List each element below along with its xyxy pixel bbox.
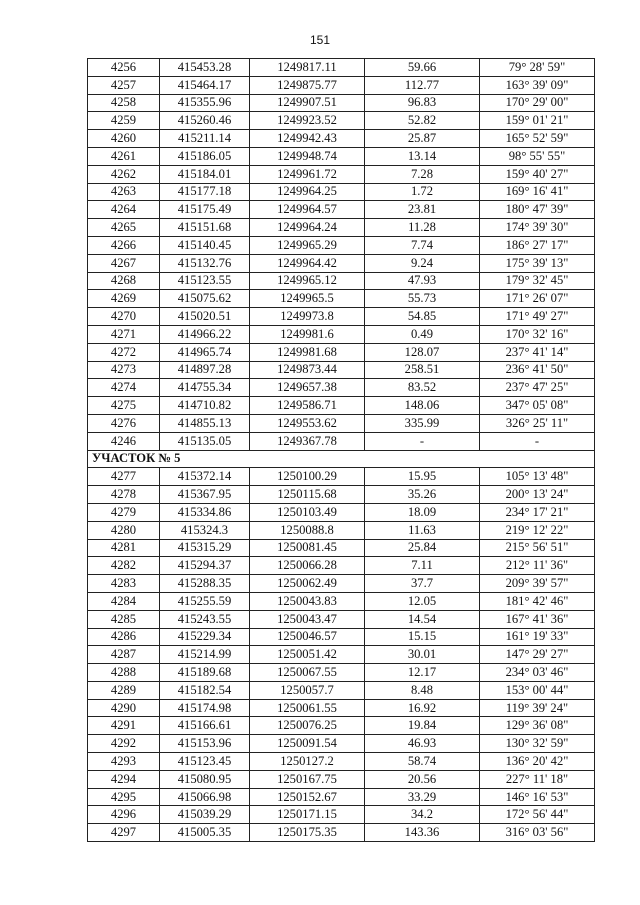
length-cell: -: [365, 432, 480, 450]
x-coordinate-cell: 415211.14: [160, 130, 250, 148]
bearing-cell: 227° 11' 18": [480, 770, 595, 788]
length-cell: 25.87: [365, 130, 480, 148]
table-row: [88, 219, 595, 237]
length-cell: 23.81: [365, 201, 480, 219]
bearing-cell: 153° 00' 44": [480, 681, 595, 699]
point-number-cell: 4280: [88, 521, 160, 539]
point-number-cell: 4270: [88, 308, 160, 326]
length-cell: 37.7: [365, 575, 480, 593]
length-cell: 8.48: [365, 681, 480, 699]
x-coordinate-cell: 415123.45: [160, 753, 250, 771]
length-cell: 16.92: [365, 699, 480, 717]
length-cell: 11.63: [365, 521, 480, 539]
length-cell: 52.82: [365, 112, 480, 130]
table-row: [88, 503, 595, 521]
table-body-part-1: [88, 59, 595, 451]
x-coordinate-cell: 415075.62: [160, 290, 250, 308]
y-coordinate-cell: 1250081.45: [250, 539, 365, 557]
x-coordinate-cell: 415182.54: [160, 681, 250, 699]
y-coordinate-cell: 1249553.62: [250, 414, 365, 432]
x-coordinate-cell: 414966.22: [160, 325, 250, 343]
bearing-cell: 326° 25' 11": [480, 414, 595, 432]
y-coordinate-cell: 1250076.25: [250, 717, 365, 735]
x-coordinate-cell: 415132.76: [160, 254, 250, 272]
y-coordinate-cell: 1250175.35: [250, 824, 365, 842]
y-coordinate-cell: 1249973.8: [250, 308, 365, 326]
x-coordinate-cell: 415135.05: [160, 432, 250, 450]
section-row: [88, 450, 595, 468]
point-number-cell: 4274: [88, 379, 160, 397]
length-cell: 128.07: [365, 343, 480, 361]
y-coordinate-cell: 1250051.42: [250, 646, 365, 664]
y-coordinate-cell: 1250100.29: [250, 468, 365, 486]
bearing-cell: 236° 41' 50": [480, 361, 595, 379]
length-cell: 1.72: [365, 183, 480, 201]
length-cell: 25.84: [365, 539, 480, 557]
point-number-cell: 4273: [88, 361, 160, 379]
y-coordinate-cell: 1250043.47: [250, 610, 365, 628]
table-row: [88, 646, 595, 664]
section-header-group: [88, 450, 595, 468]
x-coordinate-cell: 415123.55: [160, 272, 250, 290]
y-coordinate-cell: 1249586.71: [250, 397, 365, 415]
length-cell: 112.77: [365, 76, 480, 94]
x-coordinate-cell: 415151.68: [160, 219, 250, 237]
length-cell: 12.17: [365, 664, 480, 682]
point-number-cell: 4260: [88, 130, 160, 148]
bearing-cell: 136° 20' 42": [480, 753, 595, 771]
length-cell: 14.54: [365, 610, 480, 628]
point-number-cell: 4259: [88, 112, 160, 130]
bearing-cell: 212° 11' 36": [480, 557, 595, 575]
length-cell: 59.66: [365, 59, 480, 77]
bearing-cell: 147° 29' 27": [480, 646, 595, 664]
table-row: [88, 788, 595, 806]
table-row: [88, 610, 595, 628]
bearing-cell: 105° 13' 48": [480, 468, 595, 486]
y-coordinate-cell: 1250046.57: [250, 628, 365, 646]
x-coordinate-cell: 415288.35: [160, 575, 250, 593]
bearing-cell: 161° 19' 33": [480, 628, 595, 646]
x-coordinate-cell: 415039.29: [160, 806, 250, 824]
x-coordinate-cell: 415174.98: [160, 699, 250, 717]
table-row: [88, 165, 595, 183]
x-coordinate-cell: 415140.45: [160, 236, 250, 254]
table-row: [88, 432, 595, 450]
x-coordinate-cell: 415186.05: [160, 147, 250, 165]
length-cell: 143.36: [365, 824, 480, 842]
length-cell: 30.01: [365, 646, 480, 664]
x-coordinate-cell: 415243.55: [160, 610, 250, 628]
point-number-cell: 4294: [88, 770, 160, 788]
table-row: [88, 236, 595, 254]
table-row: [88, 592, 595, 610]
length-cell: 148.06: [365, 397, 480, 415]
length-cell: 9.24: [365, 254, 480, 272]
bearing-cell: -: [480, 432, 595, 450]
bearing-cell: 130° 32' 59": [480, 735, 595, 753]
bearing-cell: 234° 17' 21": [480, 503, 595, 521]
y-coordinate-cell: 1250066.28: [250, 557, 365, 575]
length-cell: 46.93: [365, 735, 480, 753]
x-coordinate-cell: 415153.96: [160, 735, 250, 753]
table-row: [88, 290, 595, 308]
table-row: [88, 539, 595, 557]
bearing-cell: 174° 39' 30": [480, 219, 595, 237]
bearing-cell: 170° 32' 16": [480, 325, 595, 343]
bearing-cell: 181° 42' 46": [480, 592, 595, 610]
bearing-cell: 171° 49' 27": [480, 308, 595, 326]
y-coordinate-cell: 1250171.15: [250, 806, 365, 824]
point-number-cell: 4269: [88, 290, 160, 308]
point-number-cell: 4257: [88, 76, 160, 94]
point-number-cell: 4281: [88, 539, 160, 557]
x-coordinate-cell: 414855.13: [160, 414, 250, 432]
x-coordinate-cell: 414965.74: [160, 343, 250, 361]
y-coordinate-cell: 1249965.12: [250, 272, 365, 290]
length-cell: 34.2: [365, 806, 480, 824]
length-cell: 18.09: [365, 503, 480, 521]
section-label: УЧАСТОК № 5: [88, 450, 595, 468]
point-number-cell: 4284: [88, 592, 160, 610]
x-coordinate-cell: 415294.37: [160, 557, 250, 575]
table-row: [88, 770, 595, 788]
bearing-cell: 146° 16' 53": [480, 788, 595, 806]
table-row: [88, 824, 595, 842]
x-coordinate-cell: 415020.51: [160, 308, 250, 326]
y-coordinate-cell: 1249964.57: [250, 201, 365, 219]
x-coordinate-cell: 415372.14: [160, 468, 250, 486]
x-coordinate-cell: 415166.61: [160, 717, 250, 735]
point-number-cell: 4258: [88, 94, 160, 112]
x-coordinate-cell: 415315.29: [160, 539, 250, 557]
y-coordinate-cell: 1250103.49: [250, 503, 365, 521]
length-cell: 83.52: [365, 379, 480, 397]
point-number-cell: 4292: [88, 735, 160, 753]
point-number-cell: 4278: [88, 486, 160, 504]
table-row: [88, 681, 595, 699]
table-row: [88, 397, 595, 415]
length-cell: 54.85: [365, 308, 480, 326]
bearing-cell: 163° 39' 09": [480, 76, 595, 94]
point-number-cell: 4262: [88, 165, 160, 183]
y-coordinate-cell: 1249961.72: [250, 165, 365, 183]
length-cell: 335.99: [365, 414, 480, 432]
table-row: [88, 753, 595, 771]
length-cell: 47.93: [365, 272, 480, 290]
point-number-cell: 4256: [88, 59, 160, 77]
point-number-cell: 4268: [88, 272, 160, 290]
point-number-cell: 4287: [88, 646, 160, 664]
y-coordinate-cell: 1250043.83: [250, 592, 365, 610]
bearing-cell: 237° 47' 25": [480, 379, 595, 397]
y-coordinate-cell: 1250115.68: [250, 486, 365, 504]
length-cell: 7.28: [365, 165, 480, 183]
bearing-cell: 171° 26' 07": [480, 290, 595, 308]
length-cell: 15.95: [365, 468, 480, 486]
bearing-cell: 170° 29' 00": [480, 94, 595, 112]
table-row: [88, 379, 595, 397]
y-coordinate-cell: 1249981.68: [250, 343, 365, 361]
x-coordinate-cell: 415324.3: [160, 521, 250, 539]
length-cell: 7.11: [365, 557, 480, 575]
y-coordinate-cell: 1249965.5: [250, 290, 365, 308]
x-coordinate-cell: 415464.17: [160, 76, 250, 94]
table-row: [88, 575, 595, 593]
y-coordinate-cell: 1249907.51: [250, 94, 365, 112]
length-cell: 33.29: [365, 788, 480, 806]
table-row: [88, 361, 595, 379]
bearing-cell: 129° 36' 08": [480, 717, 595, 735]
y-coordinate-cell: 1249964.24: [250, 219, 365, 237]
point-number-cell: 4276: [88, 414, 160, 432]
bearing-cell: 167° 41' 36": [480, 610, 595, 628]
length-cell: 55.73: [365, 290, 480, 308]
bearing-cell: 159° 01' 21": [480, 112, 595, 130]
bearing-cell: 169° 16' 41": [480, 183, 595, 201]
coordinates-table: [87, 58, 595, 842]
y-coordinate-cell: 1249873.44: [250, 361, 365, 379]
y-coordinate-cell: 1249367.78: [250, 432, 365, 450]
length-cell: 12.05: [365, 592, 480, 610]
y-coordinate-cell: 1250067.55: [250, 664, 365, 682]
y-coordinate-cell: 1250091.54: [250, 735, 365, 753]
table-body-part-2: [88, 468, 595, 842]
point-number-cell: 4285: [88, 610, 160, 628]
length-cell: 96.83: [365, 94, 480, 112]
y-coordinate-cell: 1249923.52: [250, 112, 365, 130]
point-number-cell: 4295: [88, 788, 160, 806]
x-coordinate-cell: 414710.82: [160, 397, 250, 415]
length-cell: 11.28: [365, 219, 480, 237]
point-number-cell: 4261: [88, 147, 160, 165]
table-row: [88, 183, 595, 201]
y-coordinate-cell: 1249964.42: [250, 254, 365, 272]
point-number-cell: 4296: [88, 806, 160, 824]
bearing-cell: 175° 39' 13": [480, 254, 595, 272]
point-number-cell: 4271: [88, 325, 160, 343]
y-coordinate-cell: 1249875.77: [250, 76, 365, 94]
table-row: [88, 735, 595, 753]
x-coordinate-cell: 415005.35: [160, 824, 250, 842]
x-coordinate-cell: 415453.28: [160, 59, 250, 77]
point-number-cell: 4279: [88, 503, 160, 521]
length-cell: 258.51: [365, 361, 480, 379]
x-coordinate-cell: 415229.34: [160, 628, 250, 646]
point-number-cell: 4265: [88, 219, 160, 237]
y-coordinate-cell: 1250088.8: [250, 521, 365, 539]
table-row: [88, 59, 595, 77]
y-coordinate-cell: 1250127.2: [250, 753, 365, 771]
y-coordinate-cell: 1250057.7: [250, 681, 365, 699]
x-coordinate-cell: 414755.34: [160, 379, 250, 397]
x-coordinate-cell: 415080.95: [160, 770, 250, 788]
y-coordinate-cell: 1250061.55: [250, 699, 365, 717]
table-row: [88, 147, 595, 165]
y-coordinate-cell: 1249948.74: [250, 147, 365, 165]
point-number-cell: 4289: [88, 681, 160, 699]
x-coordinate-cell: 415175.49: [160, 201, 250, 219]
y-coordinate-cell: 1249657.38: [250, 379, 365, 397]
x-coordinate-cell: 415260.46: [160, 112, 250, 130]
bearing-cell: 172° 56' 44": [480, 806, 595, 824]
table-row: [88, 557, 595, 575]
y-coordinate-cell: 1249942.43: [250, 130, 365, 148]
point-number-cell: 4277: [88, 468, 160, 486]
x-coordinate-cell: 415334.86: [160, 503, 250, 521]
table-row: [88, 272, 595, 290]
bearing-cell: 347° 05' 08": [480, 397, 595, 415]
x-coordinate-cell: 415255.59: [160, 592, 250, 610]
table-row: [88, 486, 595, 504]
bearing-cell: 119° 39' 24": [480, 699, 595, 717]
table-row: [88, 308, 595, 326]
table-row: [88, 130, 595, 148]
bearing-cell: 215° 56' 51": [480, 539, 595, 557]
bearing-cell: 237° 41' 14": [480, 343, 595, 361]
table-row: [88, 664, 595, 682]
x-coordinate-cell: 415367.95: [160, 486, 250, 504]
bearing-cell: 186° 27' 17": [480, 236, 595, 254]
table-row: [88, 699, 595, 717]
point-number-cell: 4266: [88, 236, 160, 254]
point-number-cell: 4282: [88, 557, 160, 575]
bearing-cell: 159° 40' 27": [480, 165, 595, 183]
point-number-cell: 4263: [88, 183, 160, 201]
table-row: [88, 628, 595, 646]
length-cell: 7.74: [365, 236, 480, 254]
bearing-cell: 179° 32' 45": [480, 272, 595, 290]
length-cell: 58.74: [365, 753, 480, 771]
point-number-cell: 4275: [88, 397, 160, 415]
table-row: [88, 717, 595, 735]
x-coordinate-cell: 415177.18: [160, 183, 250, 201]
bearing-cell: 219° 12' 22": [480, 521, 595, 539]
point-number-cell: 4272: [88, 343, 160, 361]
point-number-cell: 4283: [88, 575, 160, 593]
table-row: [88, 806, 595, 824]
point-number-cell: 4267: [88, 254, 160, 272]
bearing-cell: 165° 52' 59": [480, 130, 595, 148]
table-row: [88, 94, 595, 112]
table-row: [88, 76, 595, 94]
length-cell: 13.14: [365, 147, 480, 165]
point-number-cell: 4286: [88, 628, 160, 646]
bearing-cell: 209° 39' 57": [480, 575, 595, 593]
point-number-cell: 4290: [88, 699, 160, 717]
y-coordinate-cell: 1249817.11: [250, 59, 365, 77]
x-coordinate-cell: 415189.68: [160, 664, 250, 682]
point-number-cell: 4264: [88, 201, 160, 219]
table-row: [88, 254, 595, 272]
x-coordinate-cell: 415214.99: [160, 646, 250, 664]
table-row: [88, 325, 595, 343]
x-coordinate-cell: 415066.98: [160, 788, 250, 806]
length-cell: 15.15: [365, 628, 480, 646]
bearing-cell: 79° 28' 59": [480, 59, 595, 77]
x-coordinate-cell: 414897.28: [160, 361, 250, 379]
bearing-cell: 98° 55' 55": [480, 147, 595, 165]
length-cell: 35.26: [365, 486, 480, 504]
table-row: [88, 343, 595, 361]
length-cell: 0.49: [365, 325, 480, 343]
table-row: [88, 112, 595, 130]
y-coordinate-cell: 1249964.25: [250, 183, 365, 201]
y-coordinate-cell: 1250152.67: [250, 788, 365, 806]
length-cell: 20.56: [365, 770, 480, 788]
point-number-cell: 4246: [88, 432, 160, 450]
point-number-cell: 4291: [88, 717, 160, 735]
table-row: [88, 201, 595, 219]
y-coordinate-cell: 1249981.6: [250, 325, 365, 343]
table-row: [88, 521, 595, 539]
page-number: 151: [309, 33, 331, 47]
x-coordinate-cell: 415184.01: [160, 165, 250, 183]
table-row: [88, 414, 595, 432]
point-number-cell: 4293: [88, 753, 160, 771]
bearing-cell: 200° 13' 24": [480, 486, 595, 504]
x-coordinate-cell: 415355.96: [160, 94, 250, 112]
point-number-cell: 4297: [88, 824, 160, 842]
y-coordinate-cell: 1250062.49: [250, 575, 365, 593]
y-coordinate-cell: 1250167.75: [250, 770, 365, 788]
y-coordinate-cell: 1249965.29: [250, 236, 365, 254]
bearing-cell: 316° 03' 56": [480, 824, 595, 842]
bearing-cell: 180° 47' 39": [480, 201, 595, 219]
bearing-cell: 234° 03' 46": [480, 664, 595, 682]
point-number-cell: 4288: [88, 664, 160, 682]
length-cell: 19.84: [365, 717, 480, 735]
table-row: [88, 468, 595, 486]
